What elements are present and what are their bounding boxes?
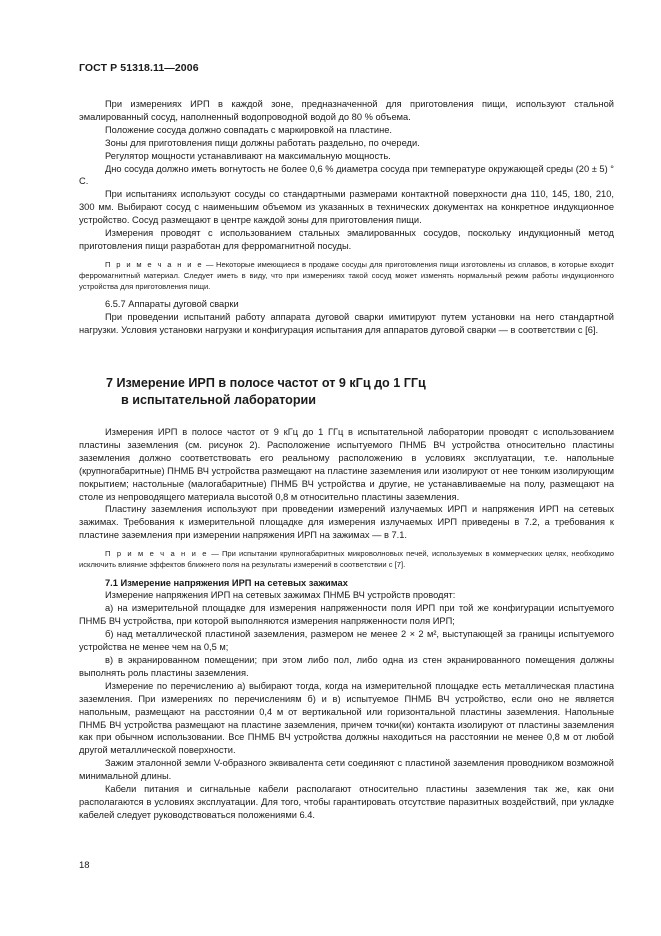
note-text: — Некоторые имеющиеся в продаже сосуды для приготовления пищи изготовлены из сплавов, в которые входит ферромагнитный материал. Следует иметь в виду, что при измерениях такой сосуд может изменять нормальный режим работы индукционного устройства для приготовления пищи. [79,259,615,292]
paragraph: Измерение по перечислению а) выбирают тогда, когда на измерительной площадке есть металлическая пластина заземления. При измерениях по перечислениям б) и в) испытуемое ПНМБ ВЧ устройство, если оно не является напольным, размещают на расстоянии 0,4 м от вертикальной или горизонтальной пластины заземления. Напольные ПНМБ ВЧ устройства размещают на пластине заземления, причем точки(ки) контакта изолируют от пластины заземления как при обычном использовании. Все ПНМБ ВЧ устройства должны находиться на расстоянии не менее 0,8 м от любой другой металлической поверхности. [79,680,614,756]
section-heading-7 [106,375,626,409]
paragraph: Кабели питания и сигнальные кабели располагают относительно пластины заземления так же, как они располагаются в условиях эксплуатации. Для того, чтобы гарантировать отсутствие паразитных воздействий, при укладке кабелей следует руководствоваться положениями 6.4. [79,784,614,820]
note-text: — При испытании крупногабаритных микроволновых печей, используемых в коммерческих целях, необходимо исключить влияние эффектов ближнего поля на результаты измерений в соответствии с [7]. [79,549,615,570]
list-item: в) в экранированном помещении; при этом либо пол, либо одна из стен экранированного помещения должны выполнять роль пластины заземления. [79,655,614,678]
paragraph: При испытаниях используют сосуды со стандартными размерами контактной поверхности дна 110, 145, 180, 210, 300 мм. Выбирают сосуд с наименьшим объемом из указанных в технических документах на конкретное индукционное устройство. Сосуд размещают в центре каждой зоны для приготовления пищи. [79,189,614,226]
section-heading-line: 7 Измерение ИРП в полосе частот от 9 кГц до 1 ГГц [106,376,426,390]
paragraph: Положение сосуда должно совпадать с маркировкой на пластине. [105,124,392,135]
document-header: ГОСТ Р 51318.11—2006 [79,62,199,74]
paragraph: Измерение напряжения ИРП на сетевых зажимах ПНМБ ВЧ устройств проводят: [105,590,456,601]
paragraphs-block-1 [79,98,614,337]
note [79,548,614,570]
note-label: П р и м е ч а н и е [105,259,204,269]
paragraph: Измерения проводят с использованием стальных эмалированных сосудов, поскольку индукционный метод приготовления пищи разработан для ферромагнитной посуды. [79,228,614,251]
paragraph: Дно сосуда должно иметь вогнутость не более 0,6 % диаметра сосуда при температуре окружающей среды (20 ± 5) ° С. [79,163,614,187]
page-number: 18 [79,860,90,871]
paragraph: Измерения ИРП в полосе частот от 9 кГц до 1 ГГц в испытательной лаборатории проводят с использованием пластины заземления (см. рисунок 2). Расположение испытуемого ПНМБ ВЧ устройства относительно пластины заземления должно соответствовать его реальному расположению в условиях эксплуатации, т.е. напольные (крупногабаритные) ПНМБ ВЧ устройства размещают на пластине заземления или изолируют от нее тонким изолирующим покрытием; настольные (малогабаритные) ПНМБ ВЧ устройства и другие, не устанавливаемые на полу, размещают на столе из непроводящего материала высотой 0,8 м относительно пластины заземления. [79,427,614,502]
section-7-body [79,426,614,822]
paragraph: Регулятор мощности устанавливают на максимальную мощность. [105,150,391,161]
note [79,259,614,293]
paragraph: Зоны для приготовления пищи должны работать раздельно, по очереди. [105,137,420,148]
note-label: П р и м е ч а н и е [105,549,209,559]
section-title-6-5-7: 6.5.7 Аппараты дуговой сварки [105,299,239,310]
paragraph: Пластину заземления используют при проведении измерений излучаемых ИРП и напряжения ИРП на сетевых зажимах. Требования к измерительной площадке для измерения излучаемых ИРП приведены в 7.2, а требования к пластине заземления при измерении напряжения ИРП на зажимах — в 7.1. [79,504,614,541]
list-item: а) на измерительной площадке для измерения напряженности поля ИРП при той же конфигурации испытуемого ПНМБ ВЧ устройства, при которой выполняются измерения напряженности поля ИРП; [79,603,614,627]
paragraph: При измерениях ИРП в каждой зоне, предназначенной для приготовления пищи, используют стальной эмалированный сосуд, наполненный водопроводной водой до 80 % объема. [79,99,614,122]
section-heading-line: в испытательной лаборатории [121,393,317,407]
paragraph: Зажим эталонной земли V-образного эквивалента сети соединяют с пластиной заземления проводником возможной минимальной длины. [79,758,614,782]
section-title-7-1: 7.1 Измерение напряжения ИРП на сетевых зажимах [105,577,348,588]
list-item: б) над металлической пластиной заземления, размером не менее 2 × 2 м², выступающей за границы испытуемого устройства не менее чем на 0,5 м; [79,629,614,653]
paragraph: При проведении испытаний работу аппарата дуговой сварки имитируют путем установки на него стандартной нагрузки. Условия установки нагрузки и конфигурация испытания для аппаратов дуговой сварки — в соответствии с [6]. [79,312,614,336]
